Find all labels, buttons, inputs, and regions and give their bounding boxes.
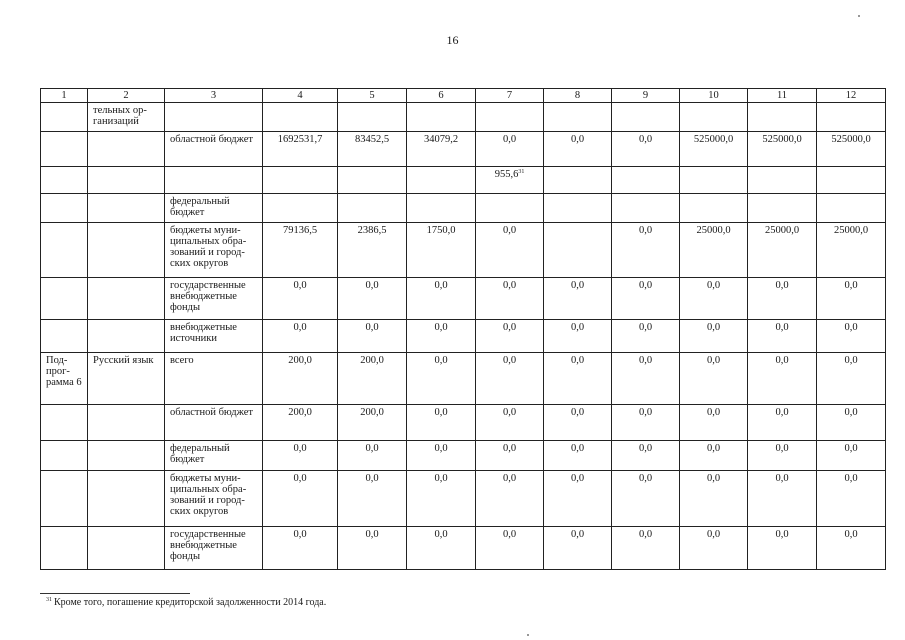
name-cell-text: тельных ор-ганизаций	[93, 105, 147, 127]
source-cell-text: федеральный бюджет	[170, 443, 230, 465]
value-cell-text: 0,0	[570, 473, 585, 484]
footnote-ref: 31	[518, 169, 525, 175]
value-cell-text: 0,0	[365, 280, 379, 291]
value-cell-text: 0,0	[570, 355, 585, 366]
source-cell-text: внебюджетные источники	[170, 322, 237, 344]
value-cell-text: 0,0	[502, 355, 517, 366]
value-cell-text: 0,0	[570, 134, 585, 145]
name-cell	[88, 194, 165, 223]
value-cell-text: 0,0	[775, 322, 789, 333]
source-cell-text: областной бюджет	[170, 134, 253, 145]
source-cell	[165, 441, 263, 471]
value-cell	[612, 405, 680, 441]
value-cell-text: 0,0	[706, 322, 721, 333]
value-cell	[544, 441, 612, 471]
value-cell	[263, 441, 338, 471]
program-cell	[41, 167, 88, 194]
value-cell-text: 0,0	[434, 407, 448, 418]
value-cell	[407, 103, 476, 132]
value-cell	[680, 132, 748, 167]
value-cell	[748, 320, 817, 353]
value-cell	[338, 103, 407, 132]
header-cell	[544, 89, 612, 103]
program-cell	[41, 132, 88, 167]
value-cell	[407, 194, 476, 223]
source-cell	[165, 103, 263, 132]
name-cell-text: Русский язык	[93, 355, 154, 366]
scan-speck	[527, 634, 529, 636]
value-cell	[612, 441, 680, 471]
value-cell	[407, 471, 476, 527]
source-cell-text: областной бюджет	[170, 407, 253, 418]
source-cell	[165, 353, 263, 405]
value-cell	[338, 167, 407, 194]
header-cell-text: 8	[574, 90, 581, 101]
header-cell-text: 3	[210, 90, 217, 101]
value-cell-text: 0,0	[502, 322, 517, 333]
name-cell	[88, 223, 165, 278]
value-cell	[476, 167, 544, 194]
value-cell-text: 0,0	[502, 225, 517, 236]
value-cell-text: 25000,0	[833, 225, 869, 236]
program-cell	[41, 320, 88, 353]
value-cell-text: 0,0	[365, 443, 379, 454]
value-cell	[748, 405, 817, 441]
value-cell	[612, 223, 680, 278]
source-cell-text: бюджеты муни-ципальных обра-зований и город-ских округов	[170, 473, 247, 517]
value-cell	[407, 441, 476, 471]
value-cell-text: 79136,5	[282, 225, 318, 236]
header-cell-text: 10	[708, 90, 719, 101]
name-cell	[88, 405, 165, 441]
table-row	[41, 353, 886, 405]
scan-speck	[858, 15, 860, 17]
value-cell-text: 0,0	[570, 322, 585, 333]
value-cell	[338, 194, 407, 223]
value-cell	[476, 103, 544, 132]
value-cell-text: 0,0	[502, 443, 517, 454]
value-cell-text: 25000,0	[764, 225, 800, 236]
header-cell-text: 7	[506, 90, 513, 101]
value-cell	[680, 278, 748, 320]
value-cell	[476, 471, 544, 527]
value-cell-text: 0,0	[365, 529, 379, 540]
value-cell-text: 0,0	[638, 355, 653, 366]
value-cell-text: 0,0	[570, 280, 585, 291]
value-cell-text: 0,0	[434, 355, 448, 366]
source-cell-text: всего	[170, 355, 194, 366]
header-cell	[165, 89, 263, 103]
source-cell	[165, 223, 263, 278]
value-cell	[680, 527, 748, 570]
program-cell	[41, 527, 88, 570]
value-cell	[407, 132, 476, 167]
value-cell	[338, 471, 407, 527]
value-cell	[338, 278, 407, 320]
value-cell	[748, 223, 817, 278]
value-cell-text: 0,0	[775, 407, 789, 418]
value-cell	[612, 320, 680, 353]
value-cell	[407, 405, 476, 441]
value-cell-text: 0,0	[638, 407, 653, 418]
name-cell	[88, 353, 165, 405]
value-cell	[817, 278, 886, 320]
value-cell	[476, 527, 544, 570]
value-cell-text: 0,0	[502, 280, 517, 291]
value-cell-text: 0,0	[434, 529, 448, 540]
value-cell-text: 34079,2	[423, 134, 459, 145]
value-cell	[263, 405, 338, 441]
value-cell-text: 0,0	[706, 473, 721, 484]
source-cell-text: федеральный бюджет	[170, 196, 230, 218]
value-cell-text: 0,0	[502, 407, 517, 418]
header-cell	[612, 89, 680, 103]
program-cell	[41, 441, 88, 471]
program-cell	[41, 223, 88, 278]
value-cell-text: 0,0	[570, 443, 585, 454]
header-cell-text: 4	[297, 90, 303, 101]
value-cell	[263, 223, 338, 278]
header-row	[41, 89, 886, 103]
program-cell	[41, 278, 88, 320]
value-cell-text: 200,0	[360, 407, 384, 418]
header-cell	[263, 89, 338, 103]
value-cell-text: 0,0	[502, 529, 517, 540]
value-cell-text: 200,0	[288, 355, 312, 366]
value-cell-text: 0,0	[638, 280, 653, 291]
value-cell	[544, 223, 612, 278]
value-cell-text: 525000,0	[831, 134, 871, 145]
value-cell-text: 0,0	[706, 407, 721, 418]
value-cell	[263, 353, 338, 405]
name-cell	[88, 103, 165, 132]
header-cell	[41, 89, 88, 103]
value-cell	[338, 132, 407, 167]
value-cell	[817, 223, 886, 278]
table-row	[41, 527, 886, 570]
table-row	[41, 103, 886, 132]
value-cell	[407, 320, 476, 353]
header-cell-text: 5	[369, 90, 375, 101]
value-cell	[544, 194, 612, 223]
name-cell	[88, 471, 165, 527]
source-cell	[165, 320, 263, 353]
source-cell	[165, 132, 263, 167]
value-cell	[338, 405, 407, 441]
value-cell	[476, 353, 544, 405]
value-cell	[680, 441, 748, 471]
value-cell-text: 0,0	[706, 443, 721, 454]
value-cell-text: 1750,0	[426, 225, 456, 236]
header-cell	[748, 89, 817, 103]
value-cell	[338, 353, 407, 405]
value-cell	[748, 527, 817, 570]
value-cell-text: 200,0	[288, 407, 312, 418]
value-cell	[680, 223, 748, 278]
value-cell	[748, 132, 817, 167]
value-cell-text: 0,0	[638, 529, 653, 540]
source-cell	[165, 167, 263, 194]
value-cell-text: 0,0	[293, 322, 307, 333]
value-cell	[817, 527, 886, 570]
value-cell	[407, 527, 476, 570]
value-cell	[544, 353, 612, 405]
footnote-text: Кроме того, погашение кредиторской задолженности 2014 года.	[54, 597, 327, 608]
value-cell-text: 0,0	[365, 322, 379, 333]
value-cell	[476, 441, 544, 471]
header-cell	[88, 89, 165, 103]
value-cell	[263, 167, 338, 194]
value-cell	[407, 223, 476, 278]
value-cell-text: 0,0	[844, 443, 858, 454]
value-cell-text: 0,0	[706, 529, 721, 540]
value-cell-text: 0,0	[293, 473, 307, 484]
header-cell-text: 1	[61, 90, 67, 101]
value-cell-text: 0,0	[434, 280, 448, 291]
value-cell-text: 955,6	[494, 169, 519, 180]
source-cell	[165, 471, 263, 527]
table-row	[41, 167, 886, 194]
table-row	[41, 223, 886, 278]
value-cell-text: 0,0	[502, 473, 517, 484]
value-cell-text: 0,0	[434, 322, 448, 333]
value-cell	[338, 441, 407, 471]
value-cell	[817, 320, 886, 353]
budget-table	[40, 88, 886, 570]
value-cell	[544, 132, 612, 167]
value-cell-text: 0,0	[844, 280, 858, 291]
value-cell	[817, 471, 886, 527]
value-cell	[544, 320, 612, 353]
program-cell	[41, 194, 88, 223]
name-cell	[88, 441, 165, 471]
value-cell-text: 0,0	[706, 355, 721, 366]
header-cell	[817, 89, 886, 103]
value-cell	[680, 353, 748, 405]
value-cell-text: 2386,5	[357, 225, 387, 236]
value-cell-text: 0,0	[570, 407, 585, 418]
name-cell	[88, 278, 165, 320]
value-cell-text: 0,0	[844, 407, 858, 418]
value-cell	[612, 167, 680, 194]
value-cell	[263, 320, 338, 353]
value-cell-text: 0,0	[638, 322, 653, 333]
name-cell	[88, 132, 165, 167]
footnote	[46, 597, 326, 608]
table-row	[41, 441, 886, 471]
program-cell-text: Под-прог-рамма 6	[46, 355, 82, 388]
value-cell-text: 0,0	[775, 443, 789, 454]
value-cell	[476, 194, 544, 223]
value-cell	[817, 103, 886, 132]
header-cell-text: 9	[642, 90, 649, 101]
header-cell-text: 11	[776, 90, 788, 101]
value-cell	[407, 278, 476, 320]
value-cell	[817, 132, 886, 167]
value-cell	[263, 471, 338, 527]
value-cell	[407, 353, 476, 405]
value-cell-text: 0,0	[638, 134, 653, 145]
value-cell-text: 0,0	[844, 355, 858, 366]
value-cell	[476, 278, 544, 320]
value-cell	[680, 405, 748, 441]
table-row	[41, 278, 886, 320]
value-cell	[338, 527, 407, 570]
value-cell-text: 0,0	[293, 529, 307, 540]
value-cell	[748, 194, 817, 223]
value-cell	[476, 320, 544, 353]
value-cell	[748, 278, 817, 320]
name-cell	[88, 320, 165, 353]
value-cell-text: 0,0	[775, 529, 789, 540]
source-cell-text: государственные внебюджетные фонды	[170, 529, 246, 562]
header-cell	[338, 89, 407, 103]
table-row	[41, 471, 886, 527]
value-cell	[817, 167, 886, 194]
value-cell-text: 0,0	[775, 280, 789, 291]
value-cell	[544, 405, 612, 441]
value-cell-text: 0,0	[775, 473, 789, 484]
header-cell-text: 12	[845, 90, 857, 101]
value-cell-text: 0,0	[365, 473, 379, 484]
value-cell	[612, 132, 680, 167]
footnote-mark: 31	[46, 597, 52, 603]
program-cell	[41, 405, 88, 441]
value-cell	[544, 471, 612, 527]
source-cell	[165, 278, 263, 320]
value-cell	[544, 527, 612, 570]
header-cell	[407, 89, 476, 103]
name-cell	[88, 527, 165, 570]
program-cell	[41, 471, 88, 527]
value-cell	[612, 103, 680, 132]
value-cell-text: 0,0	[434, 443, 448, 454]
footnote-rule	[40, 593, 190, 594]
program-cell	[41, 353, 88, 405]
header-cell	[680, 89, 748, 103]
value-cell	[748, 103, 817, 132]
value-cell-text: 0,0	[638, 225, 653, 236]
value-cell	[817, 353, 886, 405]
value-cell	[544, 103, 612, 132]
table-row	[41, 132, 886, 167]
value-cell	[680, 103, 748, 132]
value-cell-text: 0,0	[844, 529, 858, 540]
source-cell	[165, 405, 263, 441]
header-cell	[476, 89, 544, 103]
source-cell	[165, 527, 263, 570]
value-cell	[612, 471, 680, 527]
value-cell	[680, 471, 748, 527]
value-cell	[263, 278, 338, 320]
value-cell-text: 25000,0	[696, 225, 731, 236]
value-cell-text: 0,0	[502, 134, 517, 145]
value-cell	[263, 132, 338, 167]
value-cell	[407, 167, 476, 194]
value-cell	[748, 167, 817, 194]
value-cell	[817, 441, 886, 471]
value-cell	[476, 132, 544, 167]
header-cell-text: 6	[438, 90, 444, 101]
value-cell-text: 0,0	[434, 473, 448, 484]
value-cell	[544, 278, 612, 320]
table-row	[41, 405, 886, 441]
value-cell	[338, 223, 407, 278]
value-cell	[612, 278, 680, 320]
value-cell	[817, 405, 886, 441]
source-cell-text: бюджеты муни-ципальных обра-зований и город-ских округов	[170, 225, 247, 269]
value-cell	[544, 167, 612, 194]
table-row	[41, 320, 886, 353]
program-cell	[41, 103, 88, 132]
value-cell-text: 0,0	[706, 280, 721, 291]
value-cell-text: 0,0	[293, 280, 307, 291]
value-cell-text: 0,0	[293, 443, 307, 454]
value-cell-text: 0,0	[844, 322, 858, 333]
value-cell-text: 525000,0	[762, 134, 802, 145]
value-cell	[817, 194, 886, 223]
value-cell-text: 0,0	[570, 529, 585, 540]
value-cell	[612, 527, 680, 570]
table-row	[41, 194, 886, 223]
value-cell-text: 200,0	[360, 355, 384, 366]
value-cell	[263, 194, 338, 223]
value-cell-text: 83452,5	[354, 134, 390, 145]
value-cell	[680, 167, 748, 194]
value-cell	[476, 223, 544, 278]
value-cell-text: 0,0	[775, 355, 789, 366]
value-cell-text: 1692531,7	[277, 134, 323, 145]
value-cell	[680, 320, 748, 353]
value-cell-text: 0,0	[638, 443, 653, 454]
source-cell-text: государственные внебюджетные фонды	[170, 280, 246, 313]
value-cell	[748, 441, 817, 471]
value-cell	[748, 353, 817, 405]
value-cell	[476, 405, 544, 441]
value-cell-text: 525000,0	[693, 134, 734, 145]
value-cell-text: 0,0	[844, 473, 858, 484]
header-cell-text: 2	[123, 90, 129, 101]
value-cell	[612, 353, 680, 405]
value-cell	[680, 194, 748, 223]
value-cell	[263, 103, 338, 132]
value-cell	[748, 471, 817, 527]
name-cell	[88, 167, 165, 194]
source-cell	[165, 194, 263, 223]
value-cell	[263, 527, 338, 570]
value-cell	[612, 194, 680, 223]
page-number: 16	[446, 33, 459, 47]
value-cell	[338, 320, 407, 353]
value-cell-text: 0,0	[638, 473, 653, 484]
